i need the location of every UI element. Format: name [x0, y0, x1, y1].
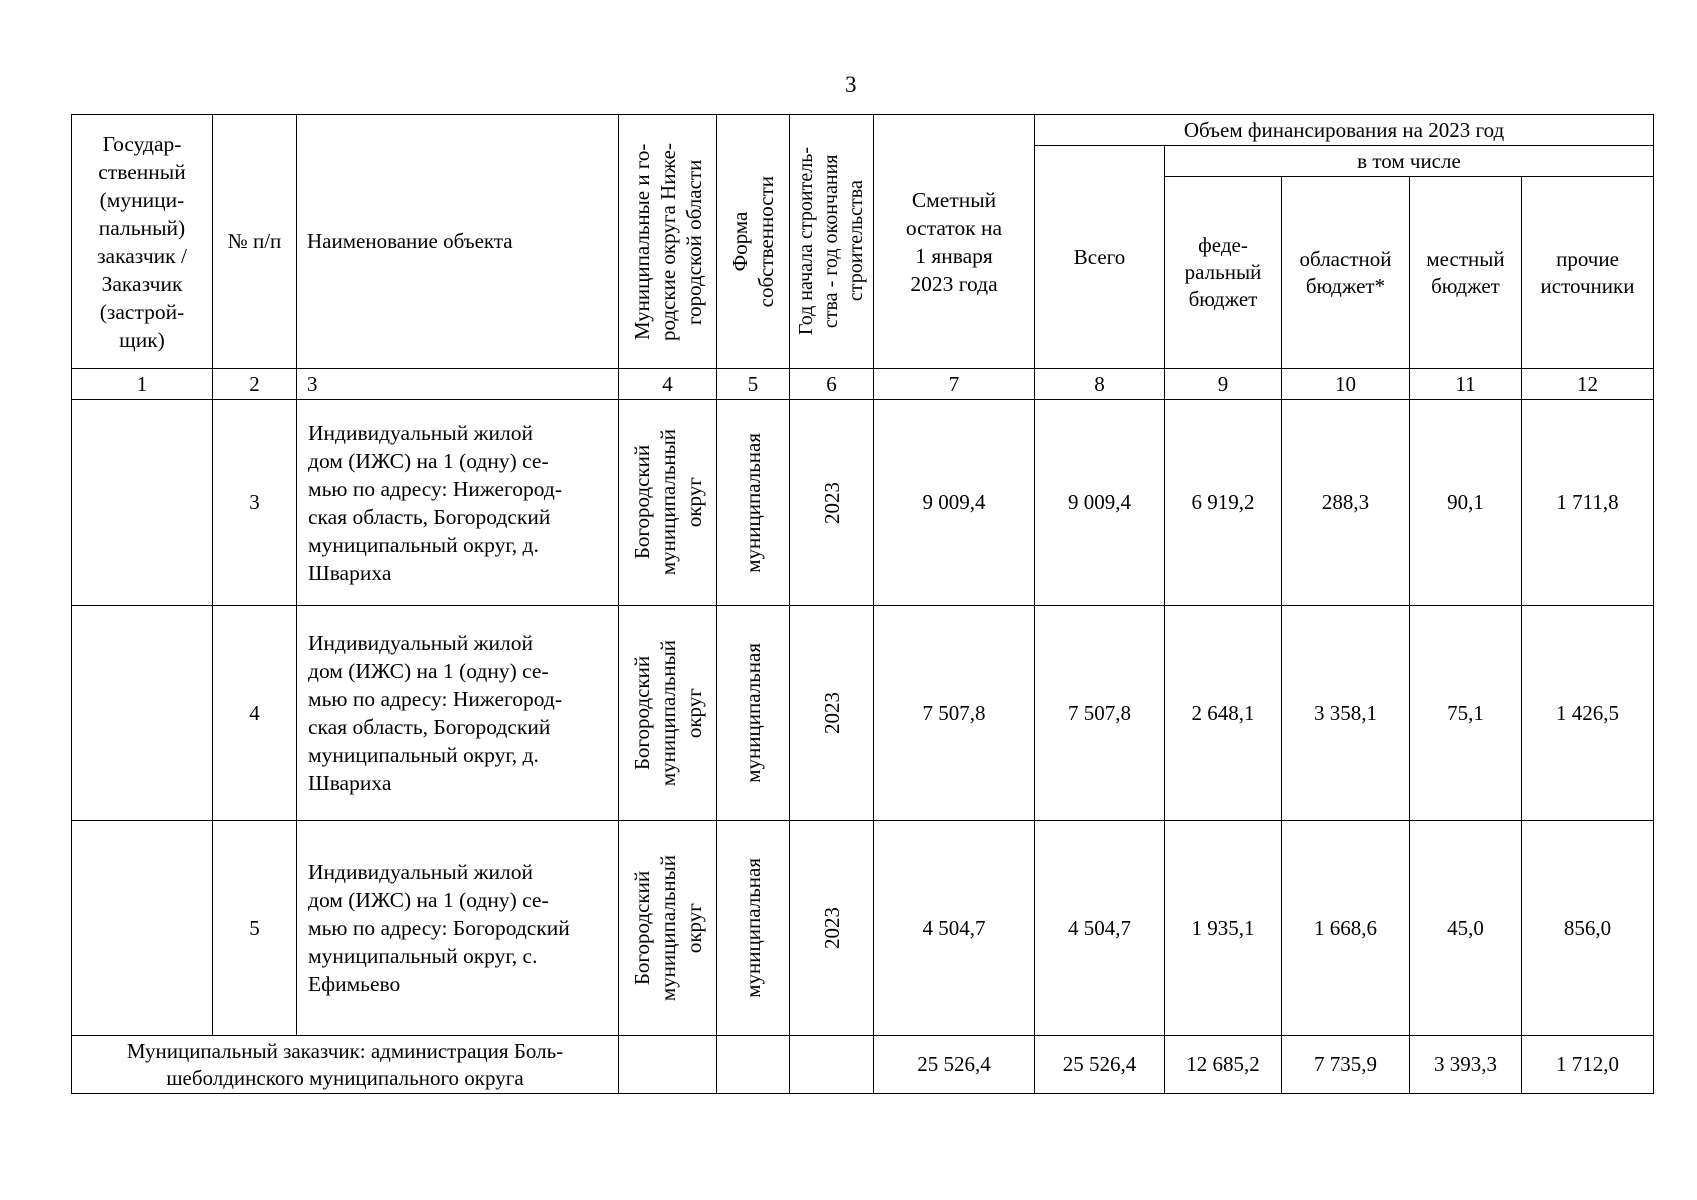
column-number: 12 — [1522, 369, 1654, 400]
header-customer: Государ- ственный (муници- пальный) заказчик / Заказчик (застрой- щик) — [72, 115, 213, 369]
column-number: 11 — [1410, 369, 1522, 400]
summary-other: 1 712,0 — [1522, 1036, 1654, 1094]
header-funding: Объем финансирования на 2023 год — [1035, 115, 1654, 146]
summary-empty — [619, 1036, 717, 1094]
cell-municipal-text: Богородский муниципальный округ — [629, 639, 706, 787]
cell-other: 856,0 — [1522, 821, 1654, 1036]
cell-local: 90,1 — [1410, 400, 1522, 606]
summary-empty — [717, 1036, 790, 1094]
cell-ownership — [717, 821, 790, 1036]
cell-regional: 288,3 — [1282, 400, 1410, 606]
cell-num: 3 — [213, 400, 297, 606]
summary-row — [72, 1036, 1654, 1094]
cell-other: 1 711,8 — [1522, 400, 1654, 606]
header-ownership-text: Форма собственности — [728, 175, 778, 308]
cell-object-name: Индивидуальный жилой дом (ИЖС) на 1 (одну) се- мью по адресу: Нижегород- ская область, Богородский муниципальный округ, д. Швариха — [297, 606, 619, 821]
cell-object-name: Индивидуальный жилой дом (ИЖС) на 1 (одну) се- мью по адресу: Богородский муниципальный округ, с. Ефимьево — [297, 821, 619, 1036]
column-number: 6 — [790, 369, 874, 400]
column-number: 8 — [1035, 369, 1165, 400]
cell-other: 1 426,5 — [1522, 606, 1654, 821]
table-row — [72, 606, 1654, 821]
summary-regional: 7 735,9 — [1282, 1036, 1410, 1094]
cell-federal: 6 919,2 — [1165, 400, 1282, 606]
page-number: 3 — [845, 72, 857, 97]
cell-object-name: Индивидуальный жилой дом (ИЖС) на 1 (одну) се- мью по адресу: Нижегород- ская область, Богородский муниципальный округ, д. Швариха — [297, 400, 619, 606]
table-row — [72, 821, 1654, 1036]
cell-remainder: 7 507,8 — [874, 606, 1035, 821]
header-years — [790, 115, 874, 369]
cell-total: 7 507,8 — [1035, 606, 1165, 821]
header-num: № п/п — [213, 115, 297, 369]
cell-federal: 2 648,1 — [1165, 606, 1282, 821]
summary-empty — [790, 1036, 874, 1094]
summary-total: 25 526,4 — [1035, 1036, 1165, 1094]
cell-years-text: 2023 — [819, 481, 844, 524]
cell-num: 5 — [213, 821, 297, 1036]
cell-years — [790, 821, 874, 1036]
summary-remainder: 25 526,4 — [874, 1036, 1035, 1094]
column-number: 7 — [874, 369, 1035, 400]
column-number: 2 — [213, 369, 297, 400]
cell-customer — [72, 606, 213, 821]
cell-ownership — [717, 606, 790, 821]
column-numbers-row — [72, 369, 1654, 400]
cell-customer — [72, 821, 213, 1036]
column-number: 3 — [297, 369, 619, 400]
header-other: прочие источники — [1522, 177, 1654, 369]
cell-municipal-text: Богородский муниципальный округ — [629, 854, 706, 1002]
header-remainder: Сметный остаток на 1 января 2023 года — [874, 115, 1035, 369]
cell-federal: 1 935,1 — [1165, 821, 1282, 1036]
cell-local: 45,0 — [1410, 821, 1522, 1036]
cell-remainder: 4 504,7 — [874, 821, 1035, 1036]
header-years-text: Год начала строитель- ства - год окончания строительства — [795, 147, 867, 336]
header-total: Всего — [1035, 146, 1165, 369]
summary-local: 3 393,3 — [1410, 1036, 1522, 1094]
summary-label: Муниципальный заказчик: администрация Боль- шеболдинского муниципального округа — [72, 1036, 619, 1094]
cell-years-text: 2023 — [819, 907, 844, 949]
cell-local: 75,1 — [1410, 606, 1522, 821]
cell-ownership-text: муниципальная — [741, 432, 765, 573]
cell-ownership-text: муниципальная — [741, 858, 765, 998]
header-including: в том числе — [1165, 146, 1654, 177]
cell-years-text: 2023 — [819, 692, 844, 734]
column-number: 4 — [619, 369, 717, 400]
cell-municipal — [619, 606, 717, 821]
header-local: местный бюджет — [1410, 177, 1522, 369]
cell-ownership — [717, 400, 790, 606]
column-number: 10 — [1282, 369, 1410, 400]
table-row — [72, 400, 1654, 606]
column-number: 5 — [717, 369, 790, 400]
column-number: 9 — [1165, 369, 1282, 400]
cell-remainder: 9 009,4 — [874, 400, 1035, 606]
cell-municipal — [619, 821, 717, 1036]
financing-table — [71, 114, 1654, 1094]
cell-num: 4 — [213, 606, 297, 821]
cell-municipal — [619, 400, 717, 606]
cell-ownership-text: муниципальная — [741, 643, 765, 783]
cell-total: 4 504,7 — [1035, 821, 1165, 1036]
cell-customer — [72, 400, 213, 606]
header-regional: областной бюджет* — [1282, 177, 1410, 369]
header-object-name: Наименование объекта — [297, 115, 619, 369]
header-municipal-text: Муниципальные и го- родские округа Ниже- городской области — [629, 142, 706, 341]
header-ownership — [717, 115, 790, 369]
column-number: 1 — [72, 369, 213, 400]
cell-regional: 3 358,1 — [1282, 606, 1410, 821]
header-federal: феде- ральный бюджет — [1165, 177, 1282, 369]
summary-federal: 12 685,2 — [1165, 1036, 1282, 1094]
cell-total: 9 009,4 — [1035, 400, 1165, 606]
cell-years — [790, 606, 874, 821]
header-municipal — [619, 115, 717, 369]
cell-regional: 1 668,6 — [1282, 821, 1410, 1036]
cell-years — [790, 400, 874, 606]
cell-municipal-text: Богородский муниципальный округ — [629, 429, 706, 576]
